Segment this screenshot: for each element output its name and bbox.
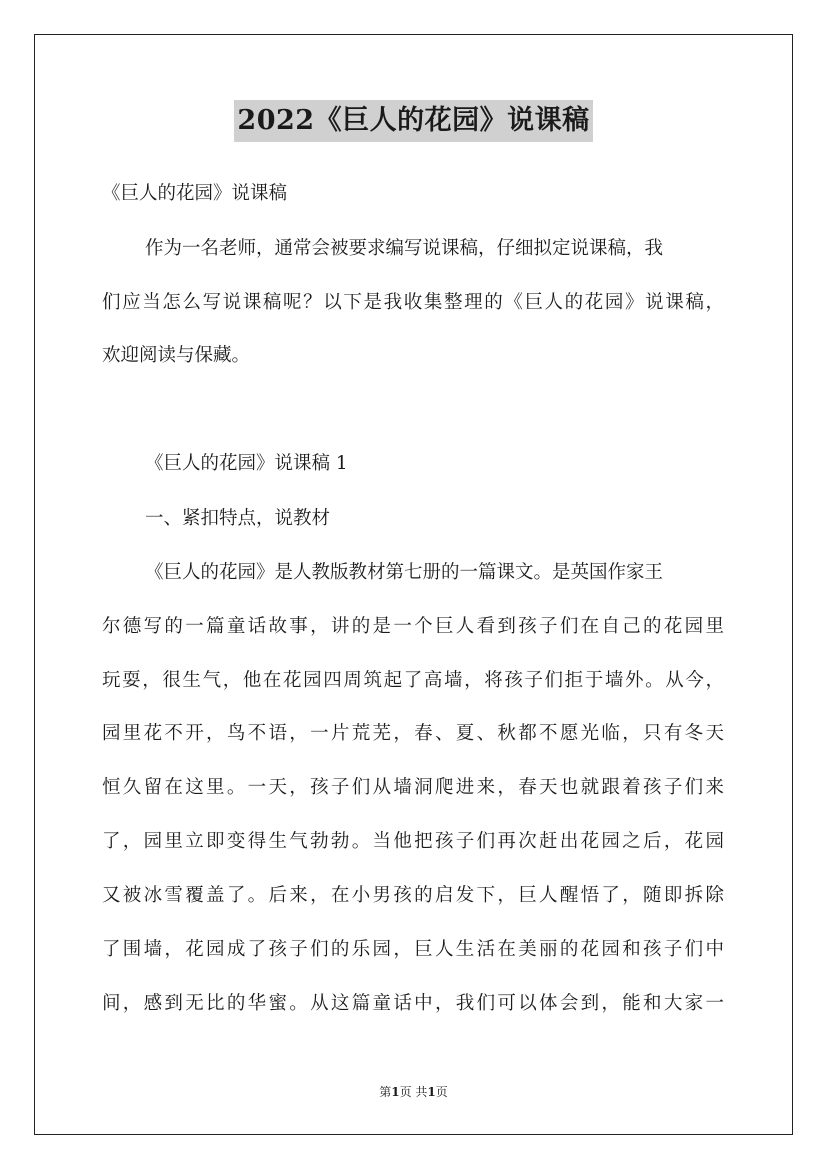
footer-mid: 页 共: [399, 1085, 428, 1099]
intro-line: 作为一名老师，通常会被要求编写说课稿，仔细拟定说课稿，我: [145, 238, 664, 259]
intro-line: 们应当怎么写说课稿呢？以下是我收集整理的《巨人的花园》说课稿，: [102, 292, 724, 313]
intro-line: 欢迎阅读与保藏。: [102, 345, 251, 366]
body-line: 玩耍，很生气，他在花园四周筑起了高墙，将孩子们拒于墙外。从今，: [102, 670, 724, 691]
section-heading: 《巨人的花园》说课稿 1: [145, 453, 348, 474]
body-line: 《巨人的花园》是人教版教材第七册的一篇课文。是英国作家王: [145, 562, 664, 583]
page-current: 1: [391, 1085, 400, 1099]
body-line: 间，感到无比的华蜜。从这篇童话中，我们可以体会到，能和大家一: [102, 993, 724, 1014]
body-line: 尔德写的一篇童话故事，讲的是一个巨人看到孩子们在自己的花园里: [102, 616, 724, 637]
body-line: 了围墙，花园成了孩子们的乐园，巨人生活在美丽的花园和孩子们中: [102, 939, 724, 960]
footer-suffix: 页: [435, 1085, 448, 1099]
page-total: 1: [427, 1085, 436, 1099]
body-line: 恒久留在这里。一天，孩子们从墙洞爬进来，春天也就跟着孩子们来: [102, 777, 724, 798]
title-container: [0, 100, 827, 142]
body-line: 了，园里立即变得生气勃勃。当他把孩子们再次赶出花园之后，花园: [102, 831, 724, 852]
body-line: 园里花不开，鸟不语，一片荒芜，春、夏、秋都不愿光临，只有冬天: [102, 723, 724, 744]
document-title: 2022《巨人的花园》说课稿: [234, 100, 592, 142]
body-line: 又被冰雪覆盖了。后来，在小男孩的启发下，巨人醒悟了，随即拆除: [102, 885, 724, 906]
footer-prefix: 第: [379, 1085, 392, 1099]
page-footer: [0, 1083, 827, 1100]
section-subheading: 一、紧扣特点，说教材: [145, 508, 331, 529]
document-subtitle: 《巨人的花园》说课稿: [102, 183, 288, 204]
